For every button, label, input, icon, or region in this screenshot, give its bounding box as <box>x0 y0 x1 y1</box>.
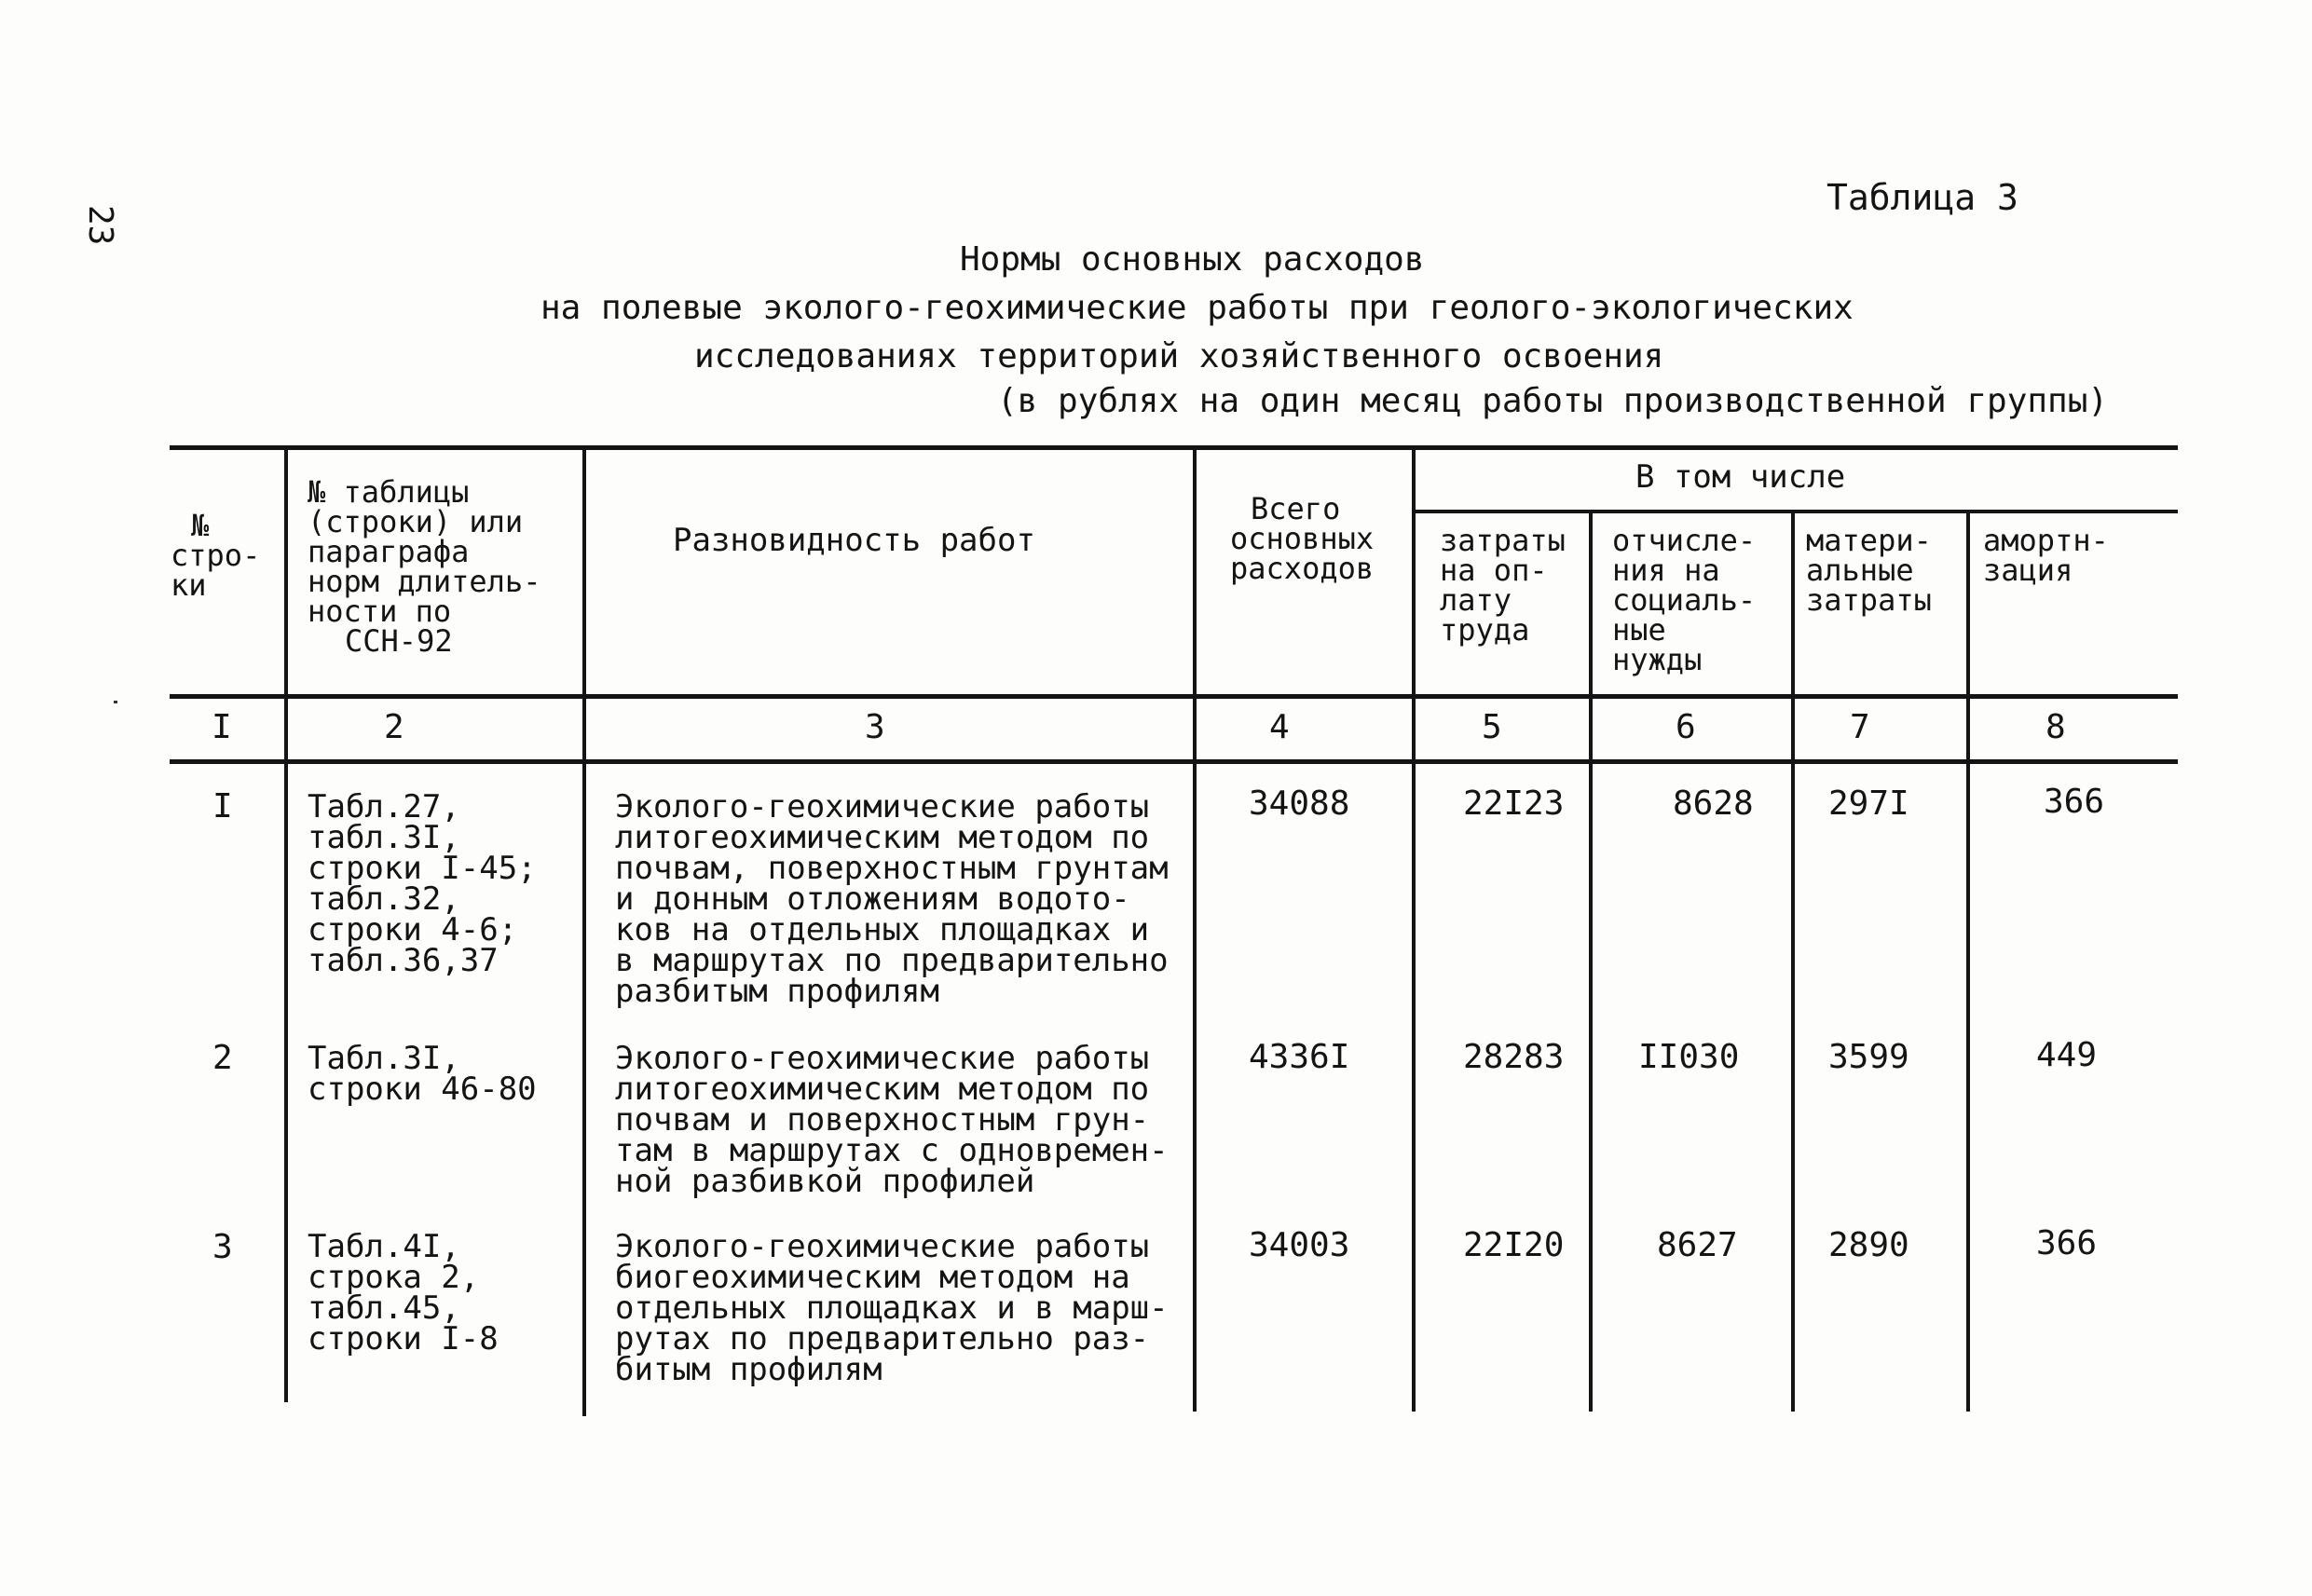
col-divider-7 <box>1966 512 1970 1412</box>
group-header-rule <box>1412 510 2178 513</box>
column-number-7: 7 <box>1850 708 1870 746</box>
table-top-rule <box>170 445 2178 450</box>
row-1-labor: 22I23 <box>1463 784 1565 823</box>
row-3-social: 8627 <box>1657 1226 1738 1264</box>
row-2-work-type: Эколого-геохимические работы литогеохимическим методом по почвам и поверхностным грун- там в маршрутах с одновремен- ной разбивкой профилей <box>615 1040 1169 1200</box>
row-2-material: 3599 <box>1828 1038 1909 1076</box>
header-bottom-rule <box>170 694 2178 699</box>
header-col2: № таблицы (строки) или параграфа норм длитель- ности по ССН-92 <box>308 474 541 659</box>
header-col3: Разновидность работ <box>673 522 1035 559</box>
col-divider-5 <box>1589 512 1593 1412</box>
row-3-labor: 22I20 <box>1463 1226 1565 1264</box>
row-3-work-type: Эколого-геохимические работы биогеохимическим методом на отдельных площадках и в марш- рутах по предварительно раз- битым профилям <box>615 1228 1169 1388</box>
row-1-reference: Табл.27, табл.3I, строки I-45; табл.32, строки 4-6; табл.36,37 <box>308 788 537 979</box>
header-group: В том числе <box>1635 458 1846 496</box>
title-line-1: Нормы основных расходов <box>960 240 1425 279</box>
col-divider-6 <box>1791 512 1795 1412</box>
row-1-material: 297I <box>1828 784 1909 823</box>
page-number: 23 <box>81 205 119 246</box>
column-number-4: 4 <box>1269 708 1290 746</box>
row-2-total: 4336I <box>1249 1038 1350 1076</box>
column-number-5: 5 <box>1482 708 1502 746</box>
row-1-work-type: Эколого-геохимические работы литогеохимическим методом по почвам, поверхностным грунтам и донным отложениям водото- ков на отдельных площадках и в маршрутах по предварительно разбитым профилям <box>615 788 1169 1010</box>
row-1-total: 34088 <box>1249 784 1350 823</box>
column-number-6: 6 <box>1676 708 1696 746</box>
row-2-number: 2 <box>212 1039 233 1077</box>
row-1-social: 8628 <box>1673 784 1754 823</box>
row-2-social: II030 <box>1638 1038 1740 1076</box>
column-number-2: 2 <box>384 708 404 746</box>
header-col5: затраты на оп- лату труда <box>1440 523 1566 648</box>
row-3-total: 34003 <box>1249 1226 1350 1264</box>
column-number-3: 3 <box>865 708 885 746</box>
column-number-1: I <box>212 708 232 746</box>
row-2-labor: 28283 <box>1463 1038 1565 1076</box>
table-label: Таблица 3 <box>1826 177 2018 218</box>
row-3-reference: Табл.4I, строка 2, табл.45, строки I-8 <box>308 1228 499 1357</box>
col-divider-2 <box>582 447 586 1416</box>
header-col8: амортн- зация <box>1983 523 2109 588</box>
header-col1: № стро- ки <box>171 508 261 603</box>
header-col6: отчисле- ния на социаль- ные нужды <box>1612 523 1757 677</box>
row-3-number: 3 <box>212 1228 233 1266</box>
col-divider-4 <box>1412 447 1416 1412</box>
column-numbers-rule <box>170 759 2178 764</box>
margin-mark <box>114 701 117 703</box>
row-1-amortization: 366 <box>2044 783 2105 821</box>
header-col4: Всего основных расходов <box>1230 491 1375 586</box>
col-divider-1 <box>284 447 288 1402</box>
col-divider-3 <box>1193 447 1197 1412</box>
title-line-2: на полевые эколого-геохимические работы при геолого-экологических <box>540 289 1854 327</box>
row-3-material: 2890 <box>1828 1226 1909 1264</box>
title-line-4: (в рублях на один месяц работы производственной группы) <box>997 382 2109 420</box>
row-3-amortization: 366 <box>2036 1224 2098 1262</box>
title-line-3: исследованиях территорий хозяйственного освоения <box>694 337 1664 375</box>
column-number-8: 8 <box>2045 708 2066 746</box>
row-2-amortization: 449 <box>2036 1036 2098 1074</box>
header-col7: матери- альные затраты <box>1806 523 1932 618</box>
row-1-number: I <box>212 787 233 825</box>
row-2-reference: Табл.3I, строки 46-80 <box>308 1040 537 1108</box>
